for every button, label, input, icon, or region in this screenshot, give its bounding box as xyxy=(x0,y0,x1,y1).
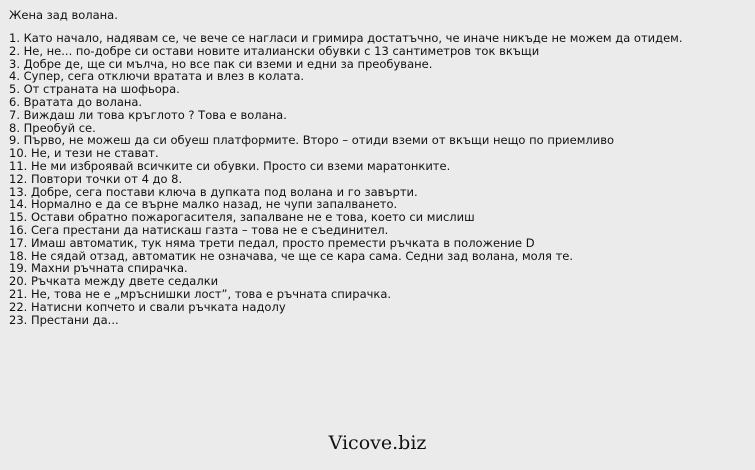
list-item: 18. Не сядай отзад, автоматик не означава, че ще се кара сама. Седни зад волана, моля те. xyxy=(9,248,574,263)
list-item: 21. Не, това не е „мръснишки лост”, това е ръчната спирачка. xyxy=(9,286,392,301)
list-item: 8. Преобуй се. xyxy=(9,120,96,135)
list-item: 13. Добре, сега постави ключа в дупката под волана и го завърти. xyxy=(9,184,418,199)
list-item: 9. Първо, не можеш да си обуеш платформите. Второ – отиди вземи от вкъщи нещо по приемливо xyxy=(9,133,615,148)
list-item: 22. Натисни копчето и свали ръчката надолу xyxy=(9,299,286,314)
list-item: 20. Ръчката между двете седалки xyxy=(9,274,219,289)
list-item: 19. Махни ръчната спирачка. xyxy=(9,261,188,276)
numbered-list xyxy=(9,32,744,326)
site-watermark: Vicove.biz xyxy=(328,432,427,454)
list-item: 1. Като начало, надявам се, че вече се нагласи и гримира достатъчно, че иначе никъде не можем да отидем. xyxy=(9,31,683,45)
page-title: Жена зад волана. xyxy=(9,8,118,22)
list-item: 14. Нормално е да се върне малко назад, не чупи запалването. xyxy=(9,197,398,212)
list-item: 16. Сега престани да натискаш газта – това не е съединител. xyxy=(9,222,389,237)
list-item: 10. Не, и тези не стават. xyxy=(9,146,159,161)
list-item: 2. Не, не... по-добре си остави новите италиански обувки с 13 сантиметров ток вкъщи xyxy=(9,43,540,58)
list-item: 23. Престани да... xyxy=(9,312,119,327)
list-item: 12. Повтори точки от 4 до 8. xyxy=(9,171,183,186)
list-item: 15. Остави обратно пожарогасителя, запалване не е това, което си мислиш xyxy=(9,210,475,225)
list-item: 5. От страната на шофьора. xyxy=(9,82,180,97)
list-item: 4. Супер, сега отключи вратата и влез в колата. xyxy=(9,69,305,84)
list-item: 7. Виждаш ли това кръглото ? Това е волана. xyxy=(9,107,287,122)
list-item: 11. Не ми изброявай всичките си обувки. Просто си вземи маратонките. xyxy=(9,158,451,173)
list-item: 17. Имаш автоматик, тук няма трети педал, просто премести ръчката в положение D xyxy=(9,235,535,250)
list-item: 3. Добре де, ще си мълча, но все пак си вземи и едни за преобуване. xyxy=(9,56,433,71)
list-item: 6. Вратата до волана. xyxy=(9,94,143,109)
